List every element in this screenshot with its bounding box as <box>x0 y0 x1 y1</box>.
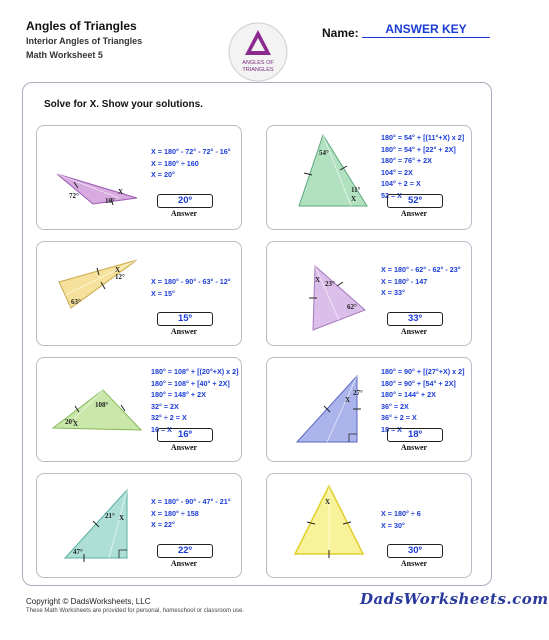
triangle-diagram <box>267 242 377 345</box>
angle-label: 62° <box>347 303 357 311</box>
problem-card-8 <box>266 473 472 578</box>
answer-box: 20º <box>157 194 213 208</box>
logo-text-line1: ANGLES OF <box>242 60 274 66</box>
angle-label: 12° <box>115 273 125 281</box>
solution-steps: 180° = 90° + [(27°+X) x 2] 180° = 90° + [54° + 2X] 180° = 144° + 2X 36° = 2X 36° ÷ 2 = X 18 = X <box>381 367 465 434</box>
answer-label: Answer <box>400 443 428 452</box>
answer-box: 18º <box>387 428 443 442</box>
triangle-diagram <box>267 474 377 577</box>
problem-card-1 <box>36 125 242 230</box>
copyright-text: Copyright © DadsWorksheets, LLC <box>26 597 151 606</box>
answer-label: Answer <box>170 559 198 568</box>
answer-box: 33º <box>387 312 443 326</box>
angle-label: X <box>351 195 357 203</box>
name-label: Name: <box>322 26 359 40</box>
answer-label: Answer <box>400 327 428 336</box>
answer-box: 22º <box>157 544 213 558</box>
angle-label: X <box>325 498 331 506</box>
solution-steps: 180° = 108° + [(20°+X) x 2] 180° = 108° + [40° + 2X] 180° = 148° + 2X 32° = 2X 32° ÷ 2 = X 16 = X <box>151 367 239 434</box>
answer-label: Answer <box>400 559 428 568</box>
answer-label: Answer <box>170 209 198 218</box>
angle-label: 20° <box>65 418 75 426</box>
solution-steps: 180° = 54° + [(11°+X) x 2] 180° = 54° + [22° + 2X] 180° = 76° + 2X 104° = 2X 104° ÷ 2 = X 52 = X <box>381 133 465 200</box>
triangle-diagram <box>37 358 147 461</box>
angle-label: 54° <box>319 149 329 157</box>
angle-label: 21° <box>105 512 115 520</box>
angle-label: 23° <box>325 280 335 288</box>
answer-label: Answer <box>170 327 198 336</box>
triangle-diagram <box>37 126 147 229</box>
brand-logo: DadsWorksheets.com <box>360 590 549 608</box>
angles-of-triangles-logo <box>228 22 288 82</box>
triangle-diagram <box>37 474 147 577</box>
answer-label: Answer <box>400 209 428 218</box>
solution-steps: X = 180° - 72° - 72° - 16° X = 180° ÷ 160 X = 20° <box>151 147 231 179</box>
angle-label: X <box>115 266 121 274</box>
angle-label: 27° <box>353 389 363 397</box>
usage-notice: These Math Worksheets are provided for personal, homeschool or classroom use. <box>26 608 244 614</box>
angle-label: 72° <box>69 192 79 200</box>
answer-box: 30º <box>387 544 443 558</box>
triangle-diagram <box>267 358 377 461</box>
angle-label: 47° <box>73 548 83 556</box>
problem-card-3 <box>36 241 242 346</box>
answer-box: 16º <box>157 428 213 442</box>
triangle-diagram <box>267 126 377 229</box>
angle-label: X <box>118 188 124 196</box>
solution-steps: X = 180° - 90° - 63° - 12° X = 15° <box>151 277 231 298</box>
problem-card-5 <box>36 357 242 462</box>
solution-steps: X = 180° - 90° - 47° - 21° X = 180° ÷ 158 X = 22° <box>151 497 231 529</box>
problem-card-2 <box>266 125 472 230</box>
angle-label: 11° <box>351 186 361 194</box>
solution-steps: X = 180° - 62° - 62° - 23° X = 180° - 147 X = 33° <box>381 265 461 297</box>
angle-label: 108° <box>95 401 109 409</box>
angle-label: X <box>73 420 79 428</box>
worksheet-subtitle: Interior Angles of Triangles <box>26 36 143 46</box>
logo-text-line2: TRIANGLES <box>242 67 274 73</box>
name-field[interactable]: ANSWER KEY <box>362 22 490 38</box>
solution-steps: X = 180° ÷ 6 X = 30° <box>381 509 421 530</box>
angle-label: 16° <box>105 197 115 205</box>
worksheet-title: Angles of Triangles <box>26 19 137 33</box>
angle-label: X <box>315 276 321 284</box>
angle-label: 63° <box>71 298 81 306</box>
problem-card-7 <box>36 473 242 578</box>
answer-box: 52º <box>387 194 443 208</box>
worksheet-number: Math Worksheet 5 <box>26 50 103 60</box>
triangle-diagram <box>37 242 147 345</box>
problem-card-4 <box>266 241 472 346</box>
angle-label: X <box>119 514 125 522</box>
angle-label: X <box>345 396 351 404</box>
instructions: Solve for X. Show your solutions. <box>44 99 203 110</box>
problem-card-6 <box>266 357 472 462</box>
answer-label: Answer <box>170 443 198 452</box>
answer-box: 15º <box>157 312 213 326</box>
